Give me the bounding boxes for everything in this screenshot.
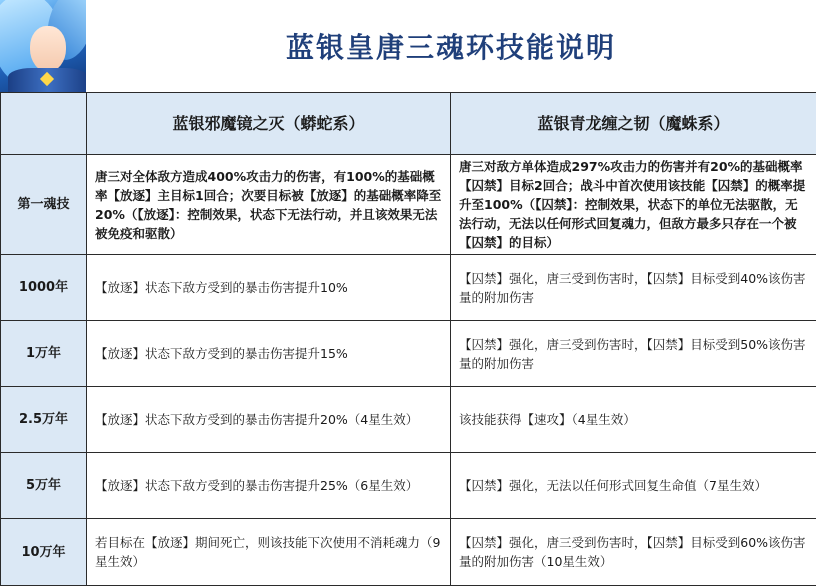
cell-left: 若目标在【放逐】期间死亡，则该技能下次使用不消耗魂力（9星生效） <box>87 519 451 586</box>
row-label: 第一魂技 <box>1 155 87 255</box>
table-row <box>1 519 816 586</box>
row-label: 2.5万年 <box>1 387 87 453</box>
table-row <box>1 255 816 321</box>
cell-left: 【放逐】状态下敌方受到的暴击伤害提升10% <box>87 255 451 321</box>
skill-table <box>0 92 816 586</box>
header <box>0 0 816 92</box>
cell-right: 【囚禁】强化，唐三受到伤害时，【囚禁】目标受到60%该伤害量的附加伤害（10星生效） <box>451 519 816 586</box>
cell-right: 【囚禁】强化，唐三受到伤害时，【囚禁】目标受到40%该伤害量的附加伤害 <box>451 255 816 321</box>
row-label: 10万年 <box>1 519 87 586</box>
cell-left: 唐三对全体敌方造成400%攻击力的伤害，有100%的基础概率【放逐】主目标1回合；次要目标被【放逐】的基础概率降至20%（【放逐】：控制效果，状态下无法行动，并且该效果无法被免疫和驱散） <box>87 155 451 255</box>
cell-right: 该技能获得【速攻】（4星生效） <box>451 387 816 453</box>
row-label: 1000年 <box>1 255 87 321</box>
row-label: 5万年 <box>1 453 87 519</box>
character-avatar <box>0 0 86 92</box>
column-header-right: 蓝银青龙缠之韧（魔蛛系） <box>451 93 816 155</box>
cell-left: 【放逐】状态下敌方受到的暴击伤害提升25%（6星生效） <box>87 453 451 519</box>
cell-left: 【放逐】状态下敌方受到的暴击伤害提升20%（4星生效） <box>87 387 451 453</box>
row-label: 1万年 <box>1 321 87 387</box>
table-row <box>1 321 816 387</box>
table-row <box>1 387 816 453</box>
table-header-row <box>1 93 816 155</box>
column-header-left: 蓝银邪魔镜之灭（蟒蛇系） <box>87 93 451 155</box>
cell-right: 【囚禁】强化，无法以任何形式回复生命值（7星生效） <box>451 453 816 519</box>
table-row <box>1 155 816 255</box>
table-row <box>1 453 816 519</box>
header-corner-cell <box>1 93 87 155</box>
document-title: 蓝银皇唐三魂环技能说明 <box>86 0 816 92</box>
cell-right: 唐三对敌方单体造成297%攻击力的伤害并有20%的基础概率【囚禁】目标2回合；战斗中首次使用该技能【囚禁】的概率提升至100%（【囚禁】：控制效果，状态下的单位无法驱散，无法行动，无法以任何形式回复魂力，但敌方最多只存在一个被【囚禁】的目标） <box>451 155 816 255</box>
cell-left: 【放逐】状态下敌方受到的暴击伤害提升15% <box>87 321 451 387</box>
cell-right: 【囚禁】强化，唐三受到伤害时，【囚禁】目标受到50%该伤害量的附加伤害 <box>451 321 816 387</box>
